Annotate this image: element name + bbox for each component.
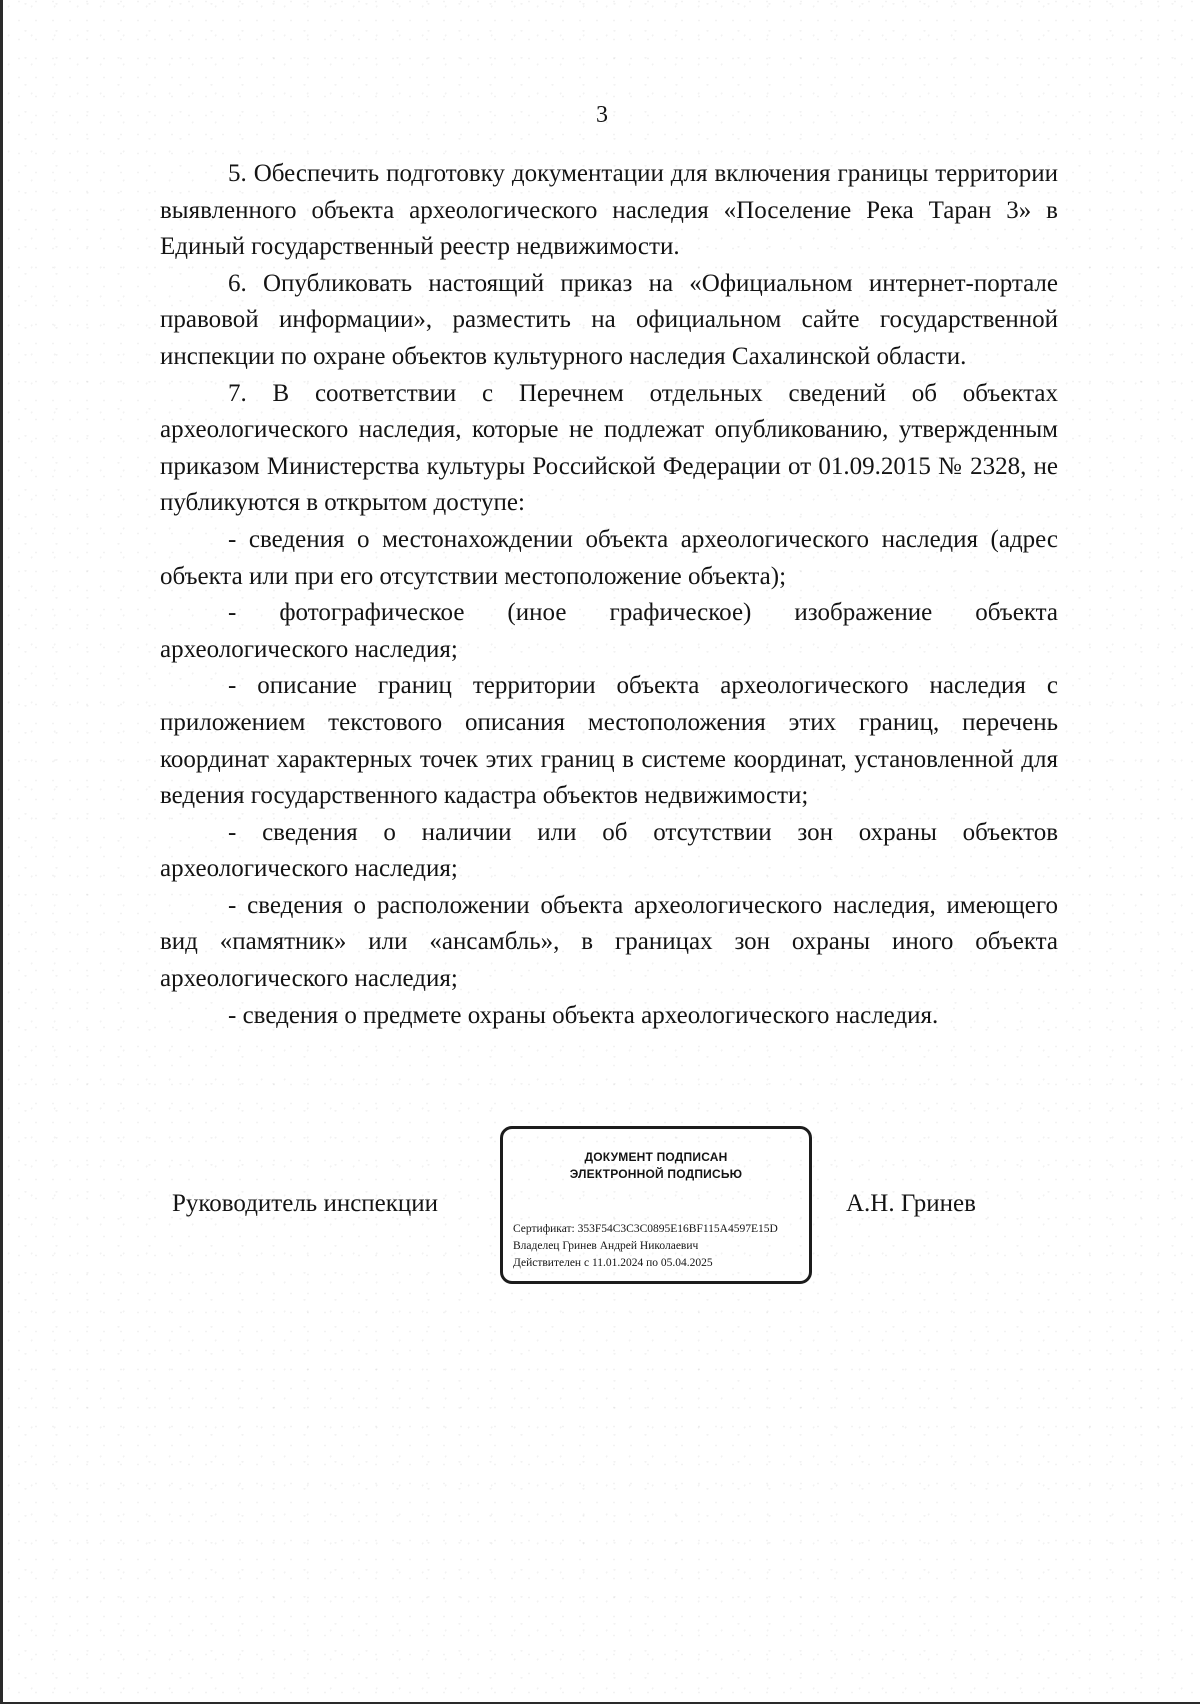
list-item-protection-subject: - сведения о предмете охраны объекта археологического наследия. bbox=[228, 1001, 939, 1029]
document-body bbox=[160, 156, 1058, 1034]
list-item-protection-zones: - сведения о наличии или об отсутствии зон охраны объектов археологического наследия; bbox=[160, 818, 1058, 883]
paragraph-item-5: 5. Обеспечить подготовку документации для включения границы территории выявленного объекта археологического наследия «Поселение Река Таран 3» в Единый государственный реестр недвижимости. bbox=[160, 160, 1058, 261]
stamp-owner: Владелец Гринев Андрей Николаевич bbox=[513, 1240, 699, 1252]
paragraph-item-6: 6. Опубликовать настоящий приказ на «Официальном интернет-портале правовой информации», разместить на официальном сайте государственной инспекции по охране объектов культурного наследия Сахалинской области. bbox=[160, 269, 1058, 370]
signer-name: А.Н. Гринев bbox=[846, 1190, 976, 1217]
stamp-title-line-1: ДОКУМЕНТ ПОДПИСАН bbox=[584, 1150, 728, 1164]
stamp-title-line-2: ЭЛЕКТРОННОЙ ПОДПИСЬЮ bbox=[569, 1167, 743, 1181]
electronic-signature-stamp bbox=[500, 1126, 812, 1284]
stamp-title bbox=[503, 1149, 809, 1183]
list-item-monument-position: - сведения о расположении объекта археологического наследия, имеющего вид «памятник» или «ансамбль», в границах зон охраны иного объекта археологического наследия; bbox=[160, 891, 1058, 993]
list-item-photo: - фотографическое (иное графическое) изображение объекта археологического наследия; bbox=[160, 599, 1058, 663]
list-item-location: - сведения о местонахождении объекта археологического наследия (адрес объекта или при его отсутствии местоположение объекта); bbox=[160, 525, 1058, 590]
stamp-details bbox=[513, 1221, 778, 1272]
stamp-validity: Действителен с 11.01.2024 по 05.04.2025 bbox=[513, 1257, 713, 1269]
list-item-boundaries: - описание границ территории объекта археологического наследия с приложением текстового описания местоположения этих границ, перечень координат характерных точек этих границ в системе координат, установленной для ведения государственного кадастра объектов недвижимости; bbox=[160, 672, 1058, 810]
scan-left-edge bbox=[0, 0, 3, 1704]
signature-block bbox=[0, 1126, 1200, 1286]
page-number: 3 bbox=[596, 102, 608, 128]
stamp-certificate: Сертификат: 353F54C3C3C0895E16BF115A4597E15D bbox=[513, 1223, 778, 1235]
signer-position: Руководитель инспекции bbox=[172, 1190, 439, 1217]
paragraph-item-7: 7. В соответствии с Перечнем отдельных сведений об объектах археологического наследия, которые не подлежат опубликованию, утвержденным приказом Министерства культуры Российской Федерации от 01.09.2015 № 2328, не публикуются в открытом доступе: bbox=[160, 379, 1058, 517]
